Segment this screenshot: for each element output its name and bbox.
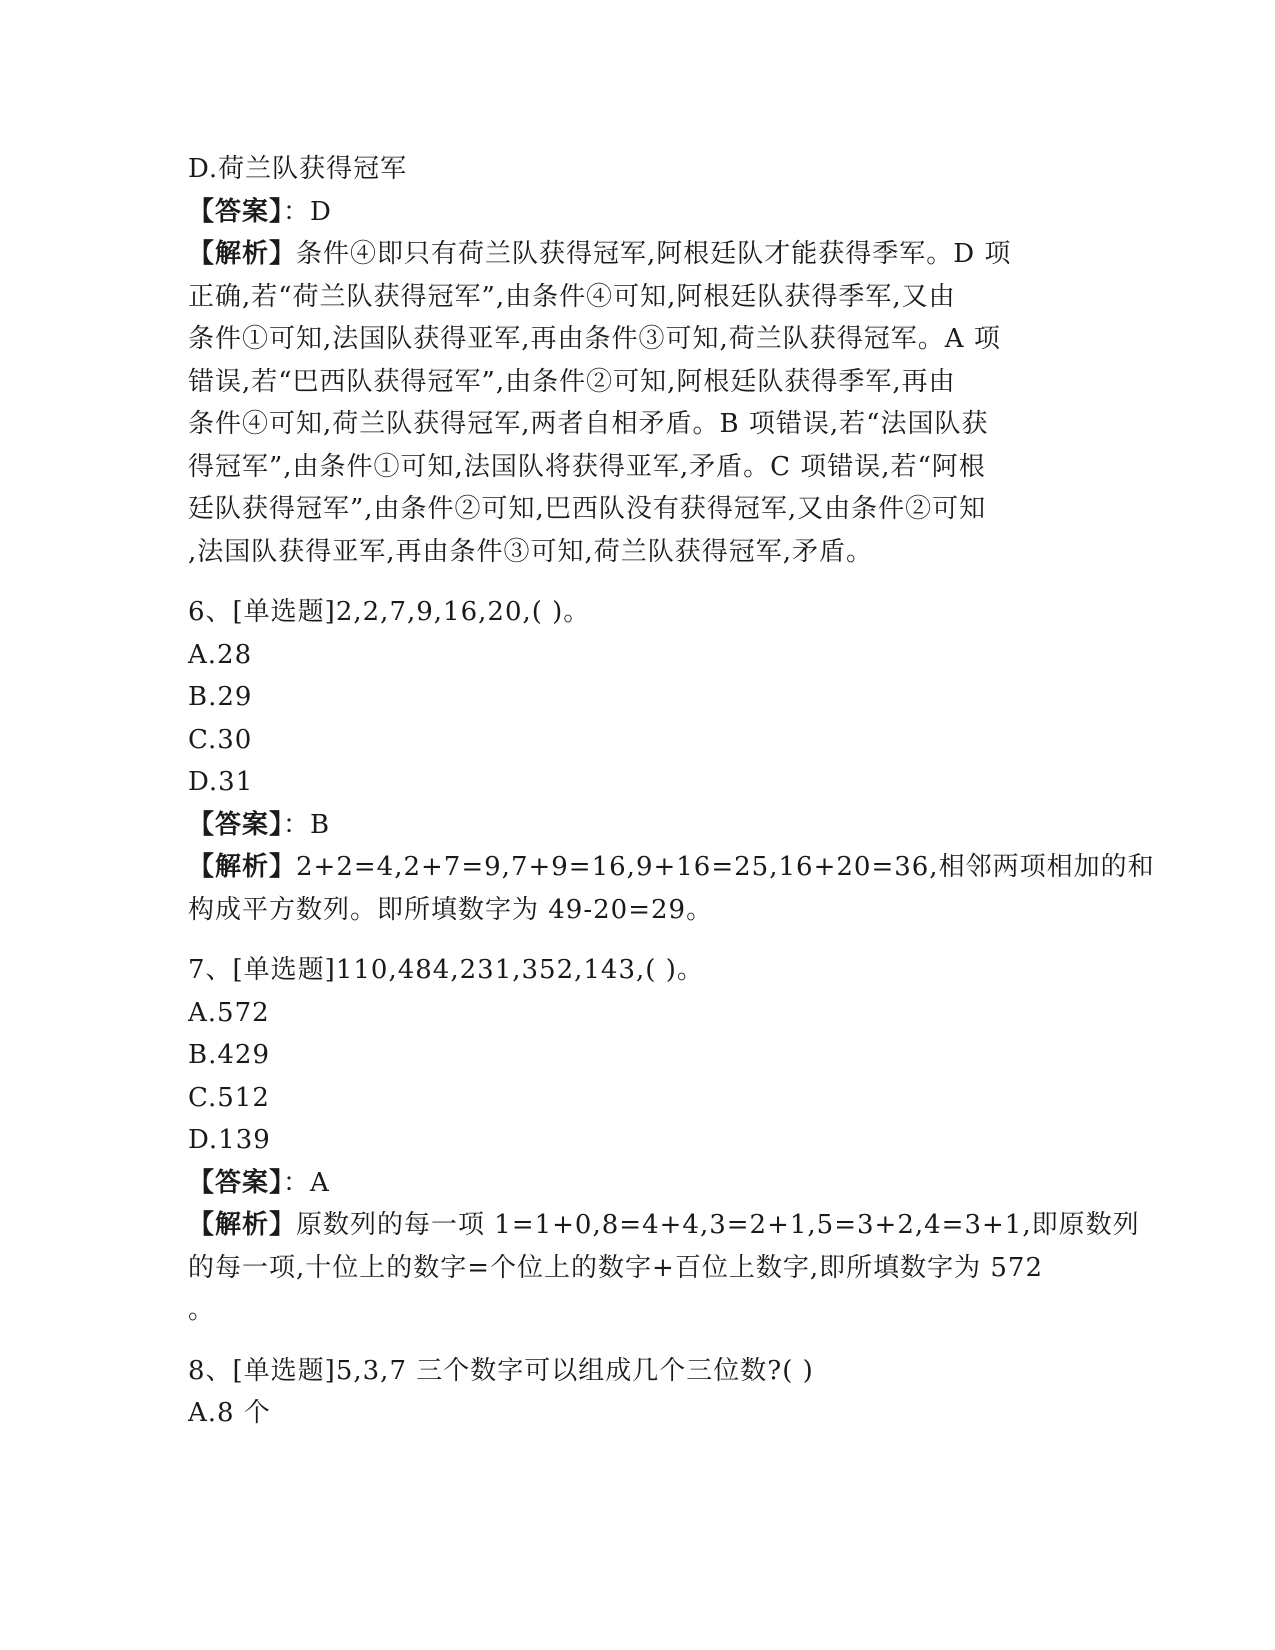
q6-analysis-line-2: 构成平方数列。即所填数字为 49-20=29。 [188,894,714,925]
q7-option-a: A.572 [188,997,270,1028]
q6-option-a: A.28 [188,639,253,670]
analysis-tag: 【解析】 [188,1210,297,1240]
q5-answer [188,191,1088,234]
q5-analysis-line-7: 廷队获得冠军”,由条件②可知,巴西队没有获得冠军,又由条件②可知 [188,494,987,524]
q5-analysis-line-4: 错误,若“巴西队获得冠军”,由条件②可知,阿根廷队获得季军,再由 [188,366,956,397]
answer-value: ：B [283,809,331,840]
answer-tag: 【答案】 [188,809,284,840]
q7-option-c: C.512 [188,1082,270,1113]
q6-option-c: C.30 [188,724,253,755]
q7-analysis-line-2: 的每一项,十位上的数字=个位上的数字+百位上数字,即所填数字为 572 [188,1252,1043,1283]
q5-analysis-line-8: ,法国队获得亚军,再由条件③可知,荷兰队获得冠军,矛盾。 [188,536,874,567]
document-page [188,148,1155,1435]
answer-value: ：A [283,1167,330,1198]
analysis-tag: 【解析】 [188,239,297,269]
q6-analysis-line-1 [188,846,1155,889]
q7-option-d: D.139 [188,1125,271,1155]
answer-tag: 【答案】 [188,196,284,227]
answer-value: ：D [283,196,332,227]
q5-analysis-line-3: 条件①可知,法国队获得亚军,再由条件③可知,荷兰队获得冠军。A 项 [188,324,1001,354]
spacer [188,931,1088,949]
q8-question: 8、[单选题]5,3,7 三个数字可以组成几个三位数?( ) [188,1355,814,1386]
q5-option-d: D.荷兰队获得冠军 [188,154,408,184]
q5-analysis-line-5: 条件④可知,荷兰队获得冠军,两者自相矛盾。B 项错误,若“法国队获 [188,409,989,439]
q5-analysis-line-1 [188,233,1088,276]
analysis-text: 原数列的每一项 1=1+0,8=4+4,3=2+1,5=3+2,4=3+1,即原数列 [296,1210,1140,1240]
q6-option-b: B.29 [188,682,253,712]
spacer [188,573,1088,591]
spacer [188,1332,1088,1350]
q7-question: 7、[单选题]110,484,231,352,143,( )。 [188,955,704,985]
q8-option-a: A.8 个 [188,1398,271,1428]
q7-analysis-line-3: 。 [188,1295,216,1325]
analysis-tag: 【解析】 [188,852,297,882]
q6-option-d: D.31 [188,767,254,797]
q5-analysis-line-2: 正确,若“荷兰队获得冠军”,由条件④可知,阿根廷队获得季军,又由 [188,281,956,312]
q6-answer [188,804,1088,847]
q7-answer [188,1162,1088,1205]
q7-analysis-line-1 [188,1204,1140,1247]
q5-analysis-line-6: 得冠军”,由条件①可知,法国队将获得亚军,矛盾。C 项错误,若“阿根 [188,451,986,482]
q6-question: 6、[单选题]2,2,7,9,16,20,( )。 [188,597,591,627]
analysis-text: 2+2=4,2+7=9,7+9=16,9+16=25,16+20=36,相邻两项相加的和 [296,852,1155,882]
analysis-text: 条件④即只有荷兰队获得冠军,阿根廷队才能获得季军。D 项 [296,239,1012,269]
answer-tag: 【答案】 [188,1167,284,1198]
q7-option-b: B.429 [188,1040,270,1070]
